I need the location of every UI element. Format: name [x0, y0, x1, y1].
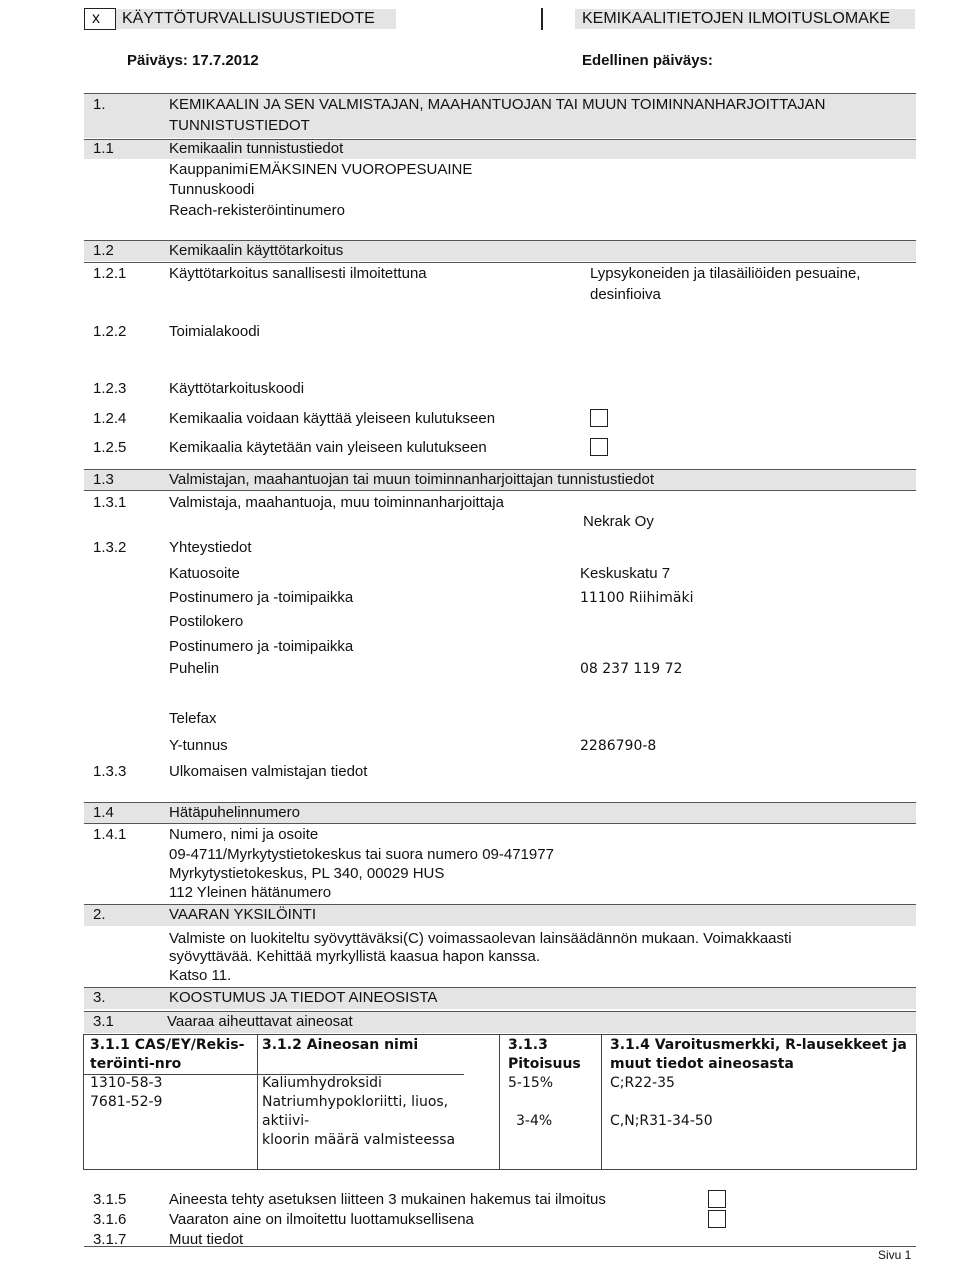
s141-line2: Myrkytystietokeskus, PL 340, 00029 HUS — [169, 865, 445, 882]
section-1-title-l1: KEMIKAALIN JA SEN VALMISTAJAN, MAAHANTUOJAN TAI MUUN TOIMINNANHARJOITTAJAN — [169, 96, 826, 113]
s316-checkbox[interactable] — [708, 1210, 726, 1228]
table-h3-l2: Pitoisuus — [508, 1056, 581, 1072]
s12-title: Kemikaalin käyttötarkoitus — [169, 242, 344, 259]
s122-label: Toimialakoodi — [169, 323, 260, 340]
postal-value: 11100 Riihimäki — [580, 590, 694, 606]
phone-label: Puhelin — [169, 660, 220, 677]
check-mark: x — [92, 10, 100, 27]
s121-divider — [84, 262, 916, 263]
s317-num: 3.1.7 — [93, 1231, 127, 1248]
table-col-divider-4 — [601, 1035, 602, 1169]
section-1-num: 1. — [93, 96, 106, 113]
s316-num: 3.1.6 — [93, 1211, 127, 1228]
s141-num: 1.4.1 — [93, 826, 127, 843]
s132-label: Yhteystiedot — [169, 539, 252, 556]
s315-label: Aineesta tehty asetuksen liitteen 3 mukainen hakemus tai ilmoitus — [169, 1191, 606, 1208]
header-checkbox[interactable] — [84, 8, 116, 30]
trade-name-label: Kauppanimi — [169, 161, 249, 178]
postal-label: Postinumero ja -toimipaikka — [169, 589, 354, 606]
id-code-label: Tunnuskoodi — [169, 181, 255, 198]
section-3-title: KOOSTUMUS JA TIEDOT AINEOSISTA — [169, 989, 438, 1006]
table-class-2: C,N;R31-34-50 — [610, 1113, 713, 1129]
section-1-title-l2: TUNNISTUSTIEDOT — [169, 117, 310, 134]
prev-date-label: Edellinen päiväys: — [582, 52, 713, 69]
s125-label: Kemikaalia käytetään vain yleiseen kulutukseen — [169, 439, 487, 456]
page-number: Sivu 1 — [878, 1248, 912, 1262]
s141-divider — [84, 823, 916, 824]
trade-name-value: EMÄKSINEN VUOROPESUAINE — [249, 161, 473, 178]
pobox-label: Postilokero — [169, 613, 244, 630]
section-3-num: 3. — [93, 989, 106, 1006]
components-table — [83, 1034, 917, 1170]
s123-label: Käyttötarkoituskoodi — [169, 380, 305, 397]
s122-num: 1.2.2 — [93, 323, 127, 340]
postal2-label: Postinumero ja -toimipaikka — [169, 638, 354, 655]
reach-label: Reach-rekisteröintinumero — [169, 202, 345, 219]
s141-line1: 09-4711/Myrkytystietokeskus tai suora numero 09-471977 — [169, 846, 554, 863]
table-h1-l1: 3.1.1 CAS/EY/Rekis- — [90, 1037, 245, 1053]
table-name-1: Kaliumhydroksidi — [262, 1075, 382, 1091]
table-h2: 3.1.2 Aineosan nimi — [262, 1037, 419, 1053]
section-2-line3: Katso 11. — [169, 967, 232, 984]
s11-title: Kemikaalin tunnistustiedot — [169, 140, 344, 157]
table-col-divider-2 — [257, 1035, 258, 1169]
s123-num: 1.2.3 — [93, 380, 127, 397]
s14-title: Hätäpuhelinnumero — [169, 804, 300, 821]
ytunnus-label: Y-tunnus — [169, 737, 228, 754]
table-conc-2: 3-4% — [516, 1113, 553, 1129]
ytunnus-value: 2286790-8 — [580, 738, 657, 754]
section-2-title: VAARAN YKSILÖINTI — [169, 906, 316, 923]
s316-label: Vaaraton aine on ilmoitettu luottamuksellisena — [169, 1211, 474, 1228]
header-divider — [541, 8, 543, 30]
s121-label: Käyttötarkoitus sanallisesti ilmoitettuna — [169, 265, 427, 282]
doc-type-left: KÄYTTÖTURVALLISUUSTIEDOTE — [122, 10, 375, 27]
table-name-2-l1: Natriumhypokloriitti, liuos, — [262, 1094, 449, 1110]
s131-num: 1.3.1 — [93, 494, 127, 511]
table-conc-1: 5-15% — [508, 1075, 554, 1091]
s12-num: 1.2 — [93, 242, 114, 259]
s13-num: 1.3 — [93, 471, 114, 488]
s121-value-l2: desinfioiva — [590, 286, 661, 303]
s125-num: 1.2.5 — [93, 439, 127, 456]
s124-checkbox[interactable] — [590, 409, 608, 427]
table-name-2-l3: kloorin määrä valmisteessa — [262, 1132, 456, 1148]
s125-checkbox[interactable] — [590, 438, 608, 456]
table-h3-l1: 3.1.3 — [508, 1037, 548, 1053]
table-name-2-l2: aktiivi- — [262, 1113, 310, 1129]
s121-value-l1: Lypsykoneiden ja tilasäiliöiden pesuaine, — [590, 265, 861, 282]
doc-type-right: KEMIKAALITIETOJEN ILMOITUSLOMAKE — [582, 10, 891, 27]
street-value: Keskuskatu 7 — [580, 565, 671, 582]
s124-num: 1.2.4 — [93, 410, 127, 427]
s31-num: 3.1 — [93, 1013, 114, 1030]
s132-num: 1.3.2 — [93, 539, 127, 556]
s133-label: Ulkomaisen valmistajan tiedot — [169, 763, 368, 780]
street-label: Katuosoite — [169, 565, 240, 582]
section-2-line1: Valmiste on luokiteltu syövyttäväksi(C) voimassaolevan lainsäädännön mukaan. Voimakkaasti — [169, 930, 792, 947]
s131-label: Valmistaja, maahantuoja, muu toiminnanharjoittaja — [169, 494, 504, 511]
s315-num: 3.1.5 — [93, 1191, 127, 1208]
s14-num: 1.4 — [93, 804, 114, 821]
s317-label: Muut tiedot — [169, 1231, 244, 1248]
s131-value: Nekrak Oy — [583, 513, 654, 530]
table-h4-l2: muut tiedot aineosasta — [610, 1056, 794, 1072]
section-2-line2: syövyttävää. Kehittää myrkyllistä kaasua hapon kanssa. — [169, 948, 541, 965]
s133-num: 1.3.3 — [93, 763, 127, 780]
table-h4-l1: 3.1.4 Varoitusmerkki, R-lausekkeet ja — [610, 1037, 907, 1053]
table-class-1: C;R22-35 — [610, 1075, 675, 1091]
table-cas-2: 7681-52-9 — [90, 1094, 163, 1110]
date-label: Päiväys: 17.7.2012 — [127, 52, 259, 69]
fax-label: Telefax — [169, 710, 217, 727]
s11-num: 1.1 — [93, 140, 114, 157]
s315-checkbox[interactable] — [708, 1190, 726, 1208]
s124-label: Kemikaalia voidaan käyttää yleiseen kulutukseen — [169, 410, 496, 427]
phone-value: 08 237 119 72 — [580, 661, 683, 677]
s131-divider — [84, 490, 916, 491]
s31-title: Vaaraa aiheuttavat aineosat — [167, 1013, 353, 1030]
s121-num: 1.2.1 — [93, 265, 127, 282]
table-h1-l2: teröinti-nro — [90, 1056, 182, 1072]
s141-line3: 112 Yleinen hätänumero — [169, 884, 332, 901]
table-cas-1: 1310-58-3 — [90, 1075, 163, 1091]
s141-label: Numero, nimi ja osoite — [169, 826, 319, 843]
footer-rule — [84, 1246, 916, 1247]
s13-title: Valmistajan, maahantuojan tai muun toiminnanharjoittajan tunnistustiedot — [169, 471, 655, 488]
section-2-num: 2. — [93, 906, 106, 923]
table-col-divider-3 — [499, 1035, 500, 1169]
